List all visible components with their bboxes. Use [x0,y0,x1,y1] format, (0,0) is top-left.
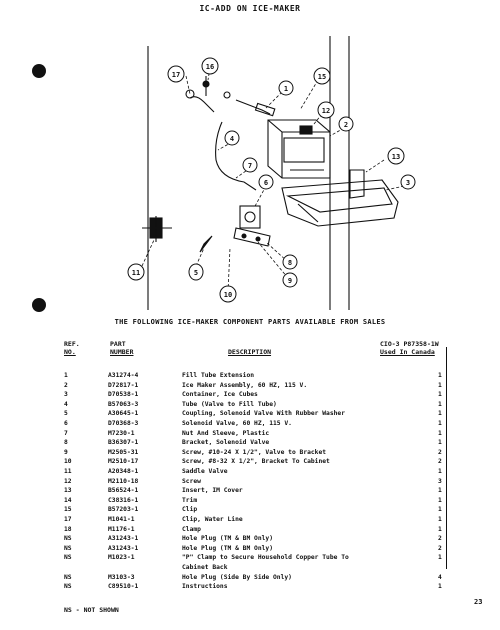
cell-part: M1176-1 [108,525,135,533]
footer-note: NS - NOT SHOWN [64,606,119,614]
cell-ref: 9 [64,448,68,456]
svg-text:10: 10 [223,291,233,299]
cell-part: D70368-3 [108,420,139,427]
svg-text:17: 17 [171,71,181,79]
cell-part: B57063-3 [108,400,139,408]
parts-table-heading: THE FOLLOWING ICE-MAKER COMPONENT PARTS AVAILABLE FROM SALES [114,318,386,326]
cell-ref: 14 [64,496,72,504]
cell-ref: 10 [64,458,72,466]
cell-qty: 1 [438,525,442,533]
table-row [0,516,500,524]
col-description: DESCRIPTION [228,348,272,356]
cell-qty: 1 [438,410,442,418]
table-row [0,439,500,447]
cell-part: A31243-1 [108,535,139,543]
svg-text:3: 3 [405,179,411,187]
cell-desc: "P" Clamp to Secure Household Copper Tube To [182,554,349,562]
cell-ref: NS [64,554,72,562]
cell-ref: NS [64,535,72,543]
cell-ref: 7 [64,429,68,437]
cell-ref: 8 [64,439,68,447]
cell-ref: 3 [64,391,68,399]
svg-text:6: 6 [263,179,269,187]
cell-desc: Screw, #10-24 X 1/2", Valve to Bracket [182,448,327,456]
cell-desc: Instructions [182,583,228,591]
cell-desc: Insert, IM Cover [182,487,243,495]
cell-part: A20348-1 [108,468,139,475]
table-row [0,545,500,553]
cell-ref: 17 [64,516,72,523]
cell-part: M2110-18 [108,477,139,485]
cell-desc: Trim [182,496,198,504]
cell-qty: 1 [438,381,442,389]
cell-part: M7230-1 [108,429,135,437]
cell-qty: 1 [438,391,442,399]
cell-ref: NS [64,544,72,552]
col-part-number: PART NUMBER [110,340,134,356]
cell-part: B57203-1 [108,506,139,514]
cell-ref: 13 [64,487,72,495]
svg-text:4: 4 [229,135,235,143]
cell-part: D72817-1 [108,381,139,389]
cell-desc: Coupling, Solenoid Valve With Rubber Washer [182,410,346,418]
cell-desc: Tube (Valve to Fill Tube) [182,400,277,408]
svg-text:7: 7 [247,162,253,170]
cell-qty: 1 [438,496,442,504]
cell-desc: Hole Plug (TM & BM Only) [182,544,273,552]
cell-qty: 2 [438,535,442,543]
cell-ref: 2 [64,381,68,389]
table-row [0,430,500,438]
cell-ref: 11 [64,468,72,475]
svg-text:2: 2 [343,121,349,129]
svg-text:13: 13 [391,153,401,161]
cell-qty: 1 [438,439,442,447]
table-row [0,554,500,562]
cell-ref: 6 [64,420,68,427]
cell-qty: 2 [438,544,442,552]
cell-qty: 1 [438,516,442,523]
col-ref: REF. NO. [64,340,80,356]
cell-ref: 5 [64,410,68,418]
cell-qty: 1 [438,420,442,427]
cell-ref: 15 [64,506,72,514]
table-row [0,574,500,582]
cell-desc: Saddle Valve [182,468,228,475]
svg-text:16: 16 [205,63,215,71]
table-row [0,564,500,572]
cell-desc: Container, Ice Cubes [182,391,258,399]
cell-qty: 1 [438,400,442,408]
cell-part: A30645-1 [108,410,139,418]
exploded-parts-diagram [0,10,500,310]
table-row [0,506,500,514]
table-row [0,401,500,409]
cell-qty: 1 [438,429,442,437]
cell-desc: Hole Plug (TM & BM Only) [182,535,273,543]
cell-ref: NS [64,573,72,581]
cell-desc: Clamp [182,525,201,533]
table-row [0,526,500,534]
cell-part: M1041-1 [108,516,135,523]
cell-part: A31274-4 [108,372,139,379]
svg-text:12: 12 [321,107,331,115]
table-row [0,468,500,476]
cell-part: M3103-3 [108,573,135,581]
cell-desc: Screw [182,477,201,485]
cell-desc: Clip, Water Line [182,516,243,523]
cell-ref: 12 [64,477,72,485]
table-row [0,497,500,505]
table-row [0,458,500,466]
col-model: CIO-3 P87358-1W Used In Canada [380,340,439,356]
cell-desc: Cabinet Back [182,564,228,571]
cell-part: A31243-1 [108,544,139,552]
cell-part: B56524-1 [108,487,139,495]
cell-qty: 1 [438,554,442,562]
table-row [0,420,500,428]
cell-qty: 1 [438,468,442,475]
cell-qty: 2 [438,458,442,466]
svg-text:1: 1 [283,85,289,93]
cell-part: M1023-1 [108,554,135,562]
cell-desc: Hole Plug (Side By Side Only) [182,573,292,581]
cell-part: M2510-17 [108,458,139,466]
table-row [0,391,500,399]
svg-text:11: 11 [131,269,141,277]
table-row [0,382,500,390]
cell-desc: Nut And Sleeve, Plastic [182,429,270,437]
svg-text:8: 8 [287,259,293,267]
table-row [0,487,500,495]
cell-qty: 2 [438,448,442,456]
svg-text:9: 9 [287,277,293,285]
cell-desc: Solenoid Valve, 60 HZ, 115 V. [182,420,292,427]
cell-ref: 18 [64,525,72,533]
table-row [0,449,500,457]
cell-ref: 1 [64,372,68,379]
cell-qty: 1 [438,487,442,495]
cell-part: D70538-1 [108,391,139,399]
cell-ref: 4 [64,400,68,408]
cell-qty: 1 [438,372,442,379]
page-number: 23 [474,598,483,606]
table-row [0,478,500,486]
cell-ref: NS [64,583,72,591]
cell-desc: Screw, #8-32 X 1/2", Bracket To Cabinet [182,458,330,466]
table-row [0,535,500,543]
cell-desc: Clip [182,506,198,514]
cell-desc: Bracket, Solenoid Valve [182,439,270,447]
page-title: IC-ADD ON ICE-MAKER [199,4,301,13]
table-row [0,410,500,418]
cell-qty: 1 [438,583,442,591]
cell-desc: Fill Tube Extension [182,372,255,379]
table-row [0,583,500,591]
cell-part: M2505-31 [108,448,139,456]
cell-qty: 4 [438,573,442,581]
cell-part: B36307-1 [108,439,139,447]
table-row [0,372,500,380]
cell-part: C38316-1 [108,496,139,504]
cell-qty: 3 [438,477,442,485]
svg-text:5: 5 [193,269,199,277]
svg-text:15: 15 [317,73,327,81]
cell-qty: 1 [438,506,442,514]
cell-desc: Ice Maker Assembly, 60 HZ, 115 V. [182,381,308,389]
cell-part: C89510-1 [108,583,139,591]
